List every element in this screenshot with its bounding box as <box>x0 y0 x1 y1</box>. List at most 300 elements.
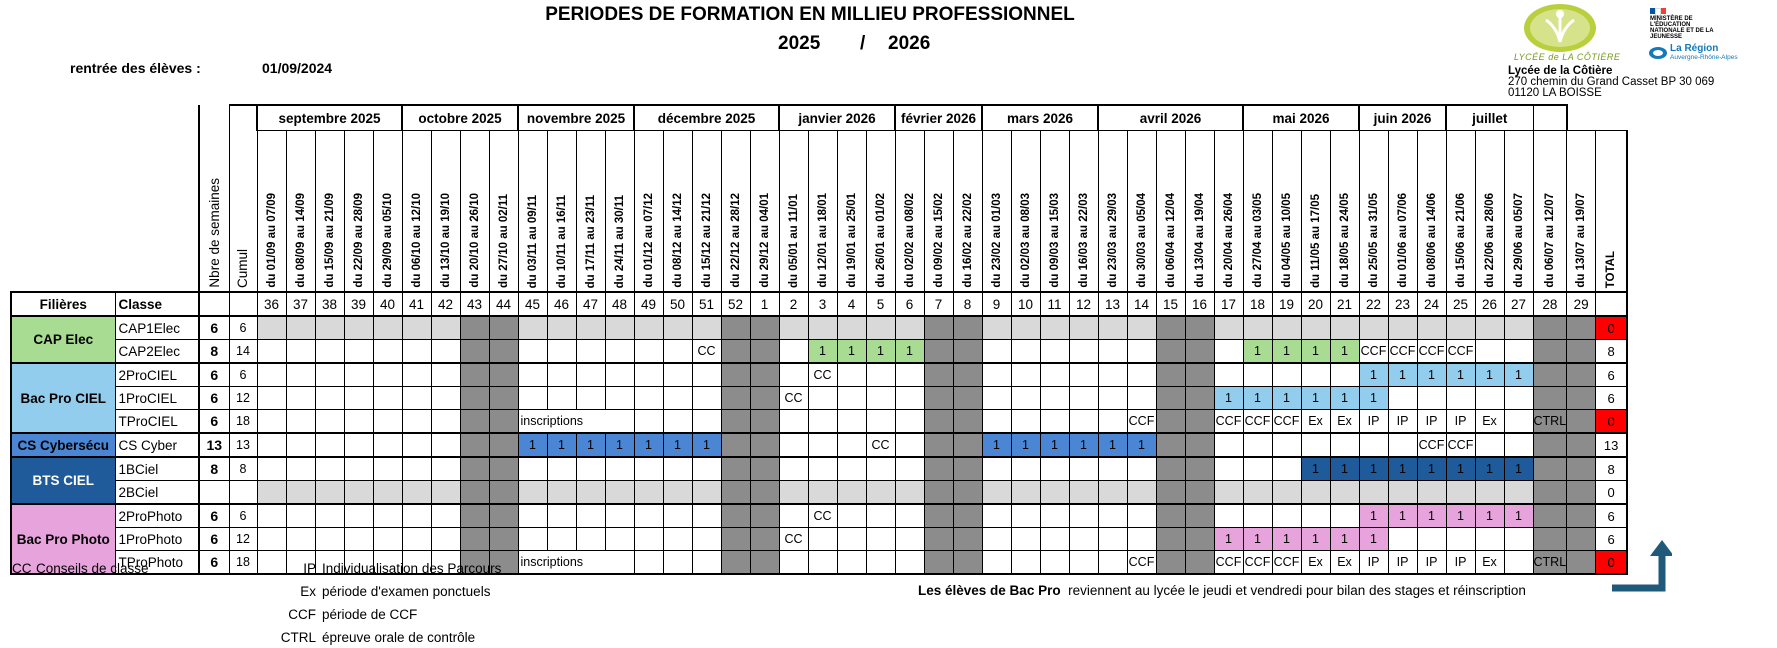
week-dates: du 23/02 au 01/03 <box>982 131 1011 293</box>
week-dates: du 29/12 au 04/01 <box>750 131 779 293</box>
week-cell <box>1156 363 1185 387</box>
week-cell <box>460 528 489 551</box>
week-cell <box>286 340 315 364</box>
week-cell <box>431 340 460 364</box>
week-number: 21 <box>1330 292 1359 316</box>
filiere-cell: CAP Elec <box>11 316 115 363</box>
week-dates: du 25/05 au 31/05 <box>1359 131 1388 293</box>
week-cell <box>1504 481 1533 505</box>
week-cell <box>634 363 663 387</box>
week-cell <box>1069 481 1098 505</box>
month-header: janvier 2026 <box>779 105 895 131</box>
week-cell <box>344 433 373 457</box>
week-cell <box>663 316 692 340</box>
week-cell: CCF <box>1272 410 1301 434</box>
week-cell <box>257 340 286 364</box>
week-cell <box>605 457 634 481</box>
week-cell <box>953 387 982 410</box>
week-cell <box>605 481 634 505</box>
week-cell <box>1069 504 1098 528</box>
week-cell <box>1069 410 1098 434</box>
week-cell <box>1330 433 1359 457</box>
week-dates: du 17/11 au 23/11 <box>576 131 605 293</box>
week-cell <box>779 551 808 575</box>
week-cell <box>344 316 373 340</box>
filiere-cell: CS Cybersécu <box>11 433 115 457</box>
week-cell: CCF <box>1417 340 1446 364</box>
week-cell <box>1359 481 1388 505</box>
week-cell: Ex <box>1330 551 1359 575</box>
week-cell <box>547 316 576 340</box>
cumul-cell: 6 <box>229 316 257 340</box>
week-cell <box>286 504 315 528</box>
week-cell: CTRL <box>1533 410 1567 434</box>
week-cell <box>779 316 808 340</box>
week-number: 51 <box>692 292 721 316</box>
week-cell <box>895 433 924 457</box>
week-cell <box>1098 410 1127 434</box>
week-cell <box>1156 410 1185 434</box>
week-dates: du 08/12 au 14/12 <box>663 131 692 293</box>
week-cell <box>1011 363 1040 387</box>
week-cell <box>1272 316 1301 340</box>
table-row <box>11 387 1627 410</box>
week-number: 22 <box>1359 292 1388 316</box>
week-dates: du 09/02 au 15/02 <box>924 131 953 293</box>
week-cell <box>1533 481 1567 505</box>
week-cell <box>431 410 460 434</box>
week-cell <box>373 457 402 481</box>
week-cell <box>808 316 837 340</box>
week-cell <box>489 433 518 457</box>
week-cell <box>286 363 315 387</box>
week-cell <box>344 481 373 505</box>
week-cell <box>518 340 547 364</box>
week-cell <box>1040 387 1069 410</box>
cumul-cell: 8 <box>229 457 257 481</box>
week-cell <box>1533 340 1567 364</box>
week-cell: 1 <box>1504 363 1533 387</box>
week-number: 1 <box>750 292 779 316</box>
total-cell: 8 <box>1596 457 1628 481</box>
header-total-num <box>1596 292 1628 316</box>
week-cell <box>1417 316 1446 340</box>
week-cell <box>1446 316 1475 340</box>
week-dates: du 11/05 au 17/05 <box>1301 131 1330 293</box>
week-cell <box>576 504 605 528</box>
week-cell <box>1475 433 1504 457</box>
week-cell <box>286 387 315 410</box>
total-cell: 8 <box>1596 340 1628 364</box>
week-cell <box>866 481 895 505</box>
week-cell: CTRL <box>1533 551 1567 575</box>
week-cell <box>1272 457 1301 481</box>
week-cell <box>1567 410 1596 434</box>
week-number: 45 <box>518 292 547 316</box>
week-cell <box>402 433 431 457</box>
week-cell <box>750 387 779 410</box>
week-cell <box>257 528 286 551</box>
semaines-cell: 13 <box>199 433 229 457</box>
week-cell <box>1567 481 1596 505</box>
header-cumul-blank <box>229 292 257 316</box>
week-cell: CCF <box>1127 551 1156 575</box>
week-cell <box>257 433 286 457</box>
week-cell <box>779 410 808 434</box>
week-cell <box>866 410 895 434</box>
week-cell <box>518 387 547 410</box>
week-cell <box>1301 504 1330 528</box>
semaines-cell: 6 <box>199 528 229 551</box>
week-dates: du 05/01 au 11/01 <box>779 131 808 293</box>
week-cell: CCF <box>1388 340 1417 364</box>
rentree-label: rentrée des élèves : <box>70 60 201 76</box>
legend-text: Conseils de classe <box>35 561 149 576</box>
week-cell <box>895 528 924 551</box>
week-cell: 1 <box>1417 363 1446 387</box>
week-cell <box>866 363 895 387</box>
week-cell <box>1243 433 1272 457</box>
week-cell <box>1214 340 1243 364</box>
week-cell <box>1417 387 1446 410</box>
table-row <box>11 457 1627 481</box>
week-cell <box>663 504 692 528</box>
week-dates: du 29/06 au 05/07 <box>1504 131 1533 293</box>
week-cell: 1 <box>1388 457 1417 481</box>
week-cell <box>605 504 634 528</box>
week-cell: 1 <box>1388 504 1417 528</box>
week-number: 38 <box>315 292 344 316</box>
week-cell <box>1243 504 1272 528</box>
week-cell <box>1069 551 1098 575</box>
week-cell <box>982 410 1011 434</box>
week-cell <box>1504 410 1533 434</box>
week-cell <box>344 457 373 481</box>
week-cell <box>315 457 344 481</box>
week-number: 14 <box>1127 292 1156 316</box>
week-dates: du 01/06 au 07/06 <box>1388 131 1417 293</box>
table-row <box>11 433 1627 457</box>
week-cell <box>605 316 634 340</box>
week-cell <box>1040 363 1069 387</box>
ministry-text: MINISTÈRE DE L'ÉDUCATION NATIONALE ET DE LA JEUNESSE <box>1650 16 1714 40</box>
week-cell <box>257 410 286 434</box>
week-cell <box>1011 316 1040 340</box>
week-cell <box>1127 340 1156 364</box>
week-cell <box>547 457 576 481</box>
week-dates: du 30/03 au 05/04 <box>1127 131 1156 293</box>
week-cell: 1 <box>1446 457 1475 481</box>
week-cell <box>1040 340 1069 364</box>
week-dates: du 22/09 au 28/09 <box>344 131 373 293</box>
week-cell <box>721 316 750 340</box>
week-cell <box>953 410 982 434</box>
week-cell <box>1011 340 1040 364</box>
week-number: 44 <box>489 292 518 316</box>
week-cell <box>721 410 750 434</box>
week-cell <box>1475 481 1504 505</box>
week-cell <box>460 340 489 364</box>
week-cell: CCF <box>1272 551 1301 575</box>
week-cell: 1 <box>1504 457 1533 481</box>
week-cell <box>315 363 344 387</box>
week-cell <box>982 316 1011 340</box>
week-cell <box>460 316 489 340</box>
week-cell: IP <box>1388 551 1417 575</box>
week-cell <box>866 528 895 551</box>
week-cell <box>1127 457 1156 481</box>
week-cell: 1 <box>837 340 866 364</box>
week-cell <box>460 433 489 457</box>
rentree-date: 01/09/2024 <box>262 60 333 76</box>
week-cell <box>721 387 750 410</box>
month-header: mars 2026 <box>982 105 1098 131</box>
week-cell <box>1533 504 1567 528</box>
week-cell: 1 <box>576 433 605 457</box>
week-dates: du 20/04 au 26/04 <box>1214 131 1243 293</box>
week-cell <box>750 528 779 551</box>
week-cell <box>1127 504 1156 528</box>
week-cell <box>489 410 518 434</box>
week-dates: du 22/12 au 28/12 <box>721 131 750 293</box>
week-cell <box>1272 504 1301 528</box>
week-dates: du 08/06 au 14/06 <box>1417 131 1446 293</box>
week-cell <box>1301 316 1330 340</box>
week-cell <box>1214 457 1243 481</box>
legend-ex-code: Ex <box>300 584 316 599</box>
week-cell <box>837 363 866 387</box>
week-cell: 1 <box>1417 504 1446 528</box>
filiere-cell: Bac Pro Photo <box>11 504 115 574</box>
table-row <box>11 528 1627 551</box>
school-address-line2: 01120 LA BOISSE <box>1508 87 1602 99</box>
week-dates: du 13/07 au 19/07 <box>1567 131 1596 293</box>
week-cell <box>286 410 315 434</box>
month-header: mai 2026 <box>1243 105 1359 131</box>
week-cell <box>373 410 402 434</box>
week-cell <box>1388 387 1417 410</box>
week-cell <box>547 481 576 505</box>
week-cell <box>1475 316 1504 340</box>
classe-cell: 2ProPhoto <box>115 504 199 528</box>
note-bold: Les élèves de Bac Pro <box>918 583 1061 598</box>
week-number: 15 <box>1156 292 1185 316</box>
week-cell <box>837 551 866 575</box>
week-cell <box>924 433 953 457</box>
week-cell <box>779 481 808 505</box>
week-cell <box>1185 528 1214 551</box>
week-cell <box>837 528 866 551</box>
school-address-line1: 270 chemin du Grand Casset BP 30 069 <box>1508 76 1715 88</box>
week-cell: 1 <box>1330 340 1359 364</box>
week-cell <box>1011 528 1040 551</box>
week-cell: inscriptions <box>518 551 634 575</box>
week-cell <box>576 457 605 481</box>
week-cell <box>286 457 315 481</box>
week-cell: 1 <box>1127 433 1156 457</box>
table-row <box>11 410 1627 434</box>
week-cell: 1 <box>1272 340 1301 364</box>
legend-cc <box>12 560 149 578</box>
week-cell <box>344 363 373 387</box>
week-cell <box>373 340 402 364</box>
week-number: 12 <box>1069 292 1098 316</box>
note-text: reviennent au lycée le jeudi et vendredi pour bilan des stages et réinscription <box>1068 583 1526 598</box>
week-cell: CC <box>808 504 837 528</box>
week-cell <box>576 387 605 410</box>
week-cell <box>1098 551 1127 575</box>
week-cell <box>286 528 315 551</box>
legend-code: CC <box>12 561 32 576</box>
week-cell <box>1272 363 1301 387</box>
week-cell <box>779 457 808 481</box>
week-cell <box>605 528 634 551</box>
week-number: 17 <box>1214 292 1243 316</box>
week-cell <box>1040 504 1069 528</box>
week-cell <box>373 433 402 457</box>
week-cell <box>1156 551 1185 575</box>
week-cell <box>953 433 982 457</box>
week-number: 7 <box>924 292 953 316</box>
week-dates: du 24/11 au 30/11 <box>605 131 634 293</box>
week-cell <box>402 504 431 528</box>
semaines-cell <box>199 481 229 505</box>
week-cell: 1 <box>1330 457 1359 481</box>
week-dates: du 27/10 au 02/11 <box>489 131 518 293</box>
total-cell: 6 <box>1596 363 1628 387</box>
week-cell <box>402 316 431 340</box>
total-cell: 0 <box>1596 481 1628 505</box>
month-header: septembre 2025 <box>257 105 402 131</box>
region-subtext: Auvergne-Rhône-Alpes <box>1670 54 1738 61</box>
legend-ip-code: IP <box>303 561 316 576</box>
week-cell <box>1156 457 1185 481</box>
week-cell: Ex <box>1475 410 1504 434</box>
week-dates: du 15/09 au 21/09 <box>315 131 344 293</box>
week-cell <box>866 457 895 481</box>
table-row <box>11 340 1627 364</box>
week-cell <box>982 528 1011 551</box>
week-cell <box>837 410 866 434</box>
week-cell <box>1330 504 1359 528</box>
week-dates: du 18/05 au 24/05 <box>1330 131 1359 293</box>
week-dates: du 02/02 au 08/02 <box>895 131 924 293</box>
week-cell <box>634 504 663 528</box>
week-dates: du 15/06 au 21/06 <box>1446 131 1475 293</box>
week-cell <box>1127 528 1156 551</box>
week-cell: 1 <box>1243 340 1272 364</box>
week-cell <box>1214 481 1243 505</box>
cumul-cell: 12 <box>229 387 257 410</box>
week-cell <box>576 316 605 340</box>
week-cell <box>634 316 663 340</box>
week-cell: IP <box>1359 410 1388 434</box>
week-cell: Ex <box>1330 410 1359 434</box>
week-cell <box>373 504 402 528</box>
week-number: 47 <box>576 292 605 316</box>
classe-cell: TProCIEL <box>115 410 199 434</box>
week-cell <box>1127 316 1156 340</box>
week-cell: 1 <box>982 433 1011 457</box>
week-cell <box>489 457 518 481</box>
week-number: 50 <box>663 292 692 316</box>
header-blank <box>11 105 199 292</box>
week-cell: 1 <box>1301 528 1330 551</box>
week-cell <box>489 316 518 340</box>
week-cell <box>257 387 286 410</box>
legend-ccf-text: période de CCF <box>322 607 418 622</box>
week-number: 5 <box>866 292 895 316</box>
week-cell <box>779 340 808 364</box>
week-cell: 1 <box>1359 457 1388 481</box>
week-cell <box>1504 433 1533 457</box>
year-start: 2025 <box>778 33 821 54</box>
week-cell <box>1127 387 1156 410</box>
week-cell <box>1567 504 1596 528</box>
week-cell <box>1185 316 1214 340</box>
week-cell <box>721 363 750 387</box>
week-cell: IP <box>1359 551 1388 575</box>
week-cell: CCF <box>1446 340 1475 364</box>
week-cell <box>1098 387 1127 410</box>
week-cell <box>489 340 518 364</box>
week-dates: du 06/07 au 12/07 <box>1533 131 1567 293</box>
week-cell <box>1567 528 1596 551</box>
week-cell <box>315 410 344 434</box>
week-cell <box>402 340 431 364</box>
week-cell <box>489 504 518 528</box>
week-number: 40 <box>373 292 402 316</box>
week-cell <box>663 457 692 481</box>
week-number: 8 <box>953 292 982 316</box>
week-dates: du 15/12 au 21/12 <box>692 131 721 293</box>
week-cell <box>373 316 402 340</box>
cumul-cell: 12 <box>229 528 257 551</box>
week-cell <box>315 504 344 528</box>
week-cell <box>547 363 576 387</box>
week-cell <box>1533 528 1567 551</box>
week-cell: 1 <box>1098 433 1127 457</box>
week-cell <box>576 528 605 551</box>
week-number: 18 <box>1243 292 1272 316</box>
week-cell <box>1040 528 1069 551</box>
ministry-logo <box>1650 8 1740 42</box>
year-separator: / <box>860 33 866 54</box>
week-cell: 1 <box>866 340 895 364</box>
week-cell <box>808 528 837 551</box>
semaines-cell: 6 <box>199 387 229 410</box>
week-cell <box>924 528 953 551</box>
week-cell <box>1243 316 1272 340</box>
week-cell <box>1330 481 1359 505</box>
week-cell <box>692 363 721 387</box>
cumul-cell: 18 <box>229 551 257 575</box>
week-cell: 1 <box>1446 363 1475 387</box>
week-cell <box>1156 504 1185 528</box>
week-cell <box>1504 340 1533 364</box>
week-cell <box>373 528 402 551</box>
week-cell <box>1069 316 1098 340</box>
week-cell <box>460 410 489 434</box>
week-dates: du 06/04 au 12/04 <box>1156 131 1185 293</box>
week-cell <box>808 387 837 410</box>
month-header: décembre 2025 <box>634 105 779 131</box>
week-dates: du 23/03 au 29/03 <box>1098 131 1127 293</box>
week-cell <box>895 481 924 505</box>
week-cell: CCF <box>1214 410 1243 434</box>
week-cell: Ex <box>1301 410 1330 434</box>
week-cell <box>895 504 924 528</box>
